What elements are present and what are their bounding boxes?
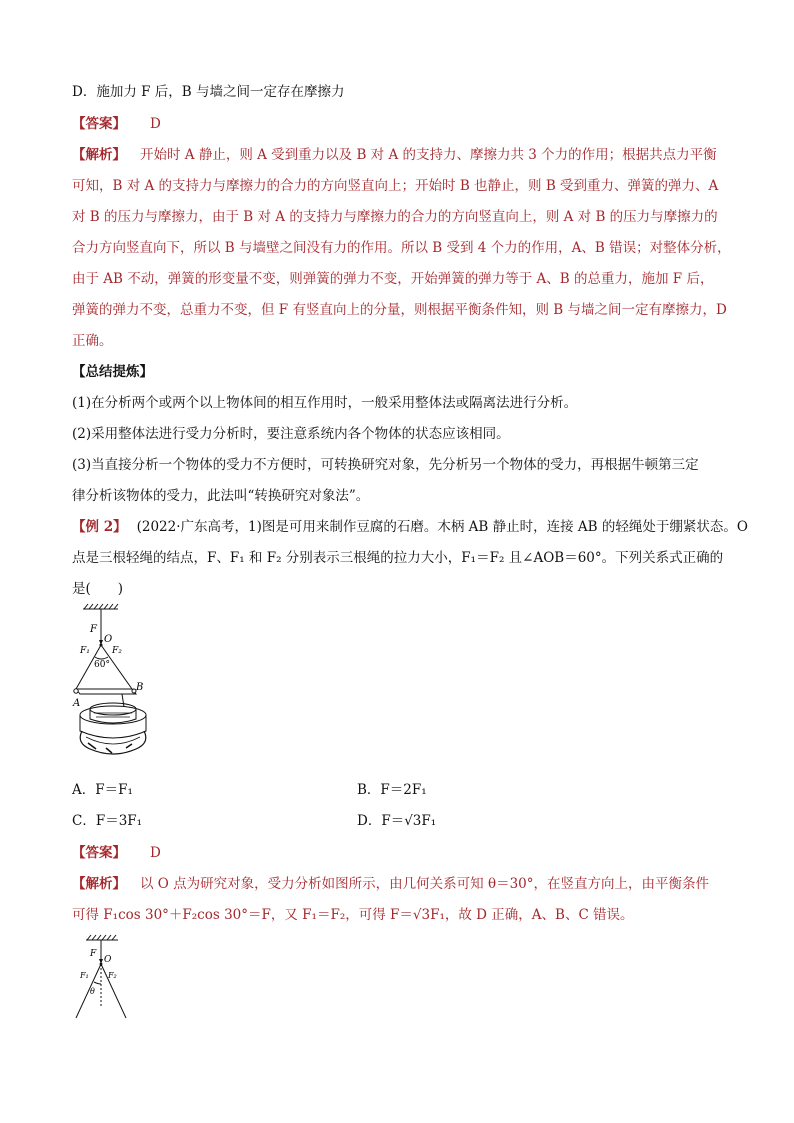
angle-arc <box>95 657 108 659</box>
label-f1: F₁ <box>80 646 90 656</box>
analysis-tag: 【解析】 <box>72 876 126 892</box>
handle-post <box>122 694 124 707</box>
analysis-tag: 【解析】 <box>72 147 126 163</box>
summary-item-4: 律分析该物体的受力，此法叫“转换研究对象法”。 <box>72 488 370 504</box>
summary-title: 【总结提炼】 <box>72 364 153 380</box>
q2-option-c: C．F＝3F₁ <box>72 813 143 829</box>
label-f2: F₂ <box>112 646 122 656</box>
q2-answer <box>72 844 161 862</box>
q2-analysis-line-1: 【解析】 以 O 点为研究对象，受力分析如图所示，由几何关系可知 θ＝30°，在竖直方向上，由平衡条件 <box>72 876 709 892</box>
q1-option-d: D．施加力 F 后，B 与墙之间一定存在摩擦力 <box>72 84 345 100</box>
answer-value: D <box>150 116 161 132</box>
label-angle: 60° <box>94 660 110 670</box>
q1-answer <box>72 115 161 133</box>
label-a: A <box>73 698 81 709</box>
point-o <box>100 644 103 647</box>
example-tag: 【例 2】 <box>72 519 127 535</box>
summary-item-2: (2)采用整体法进行受力分析时，要注意系统内各个物体的状态应该相同。 <box>72 426 510 442</box>
summary-item-3: (3)当直接分析一个物体的受力不方便时，可转换研究对象，先分析另一个物体的受力，再根据牛顿第三定 <box>72 457 699 473</box>
q1-analysis-line-5: 由于 AB 不动，弹簧的形变量不变，则弹簧的弹力不变，开始弹簧的弹力等于 A、B 的总重力，施加 F 后， <box>72 271 714 287</box>
label-f2: F₂ <box>108 971 117 980</box>
q2-option-b: B．F＝2F₁ <box>357 782 427 798</box>
wooden-handle <box>76 689 136 694</box>
point-o <box>100 963 103 966</box>
label-f1: F₁ <box>80 971 89 980</box>
label-b: B <box>136 682 144 693</box>
point-a <box>74 689 78 693</box>
q2-option-d: D．F＝√3F₁ <box>357 813 437 829</box>
answer-value: D <box>150 845 161 861</box>
q1-analysis-line-2: 可知，B 对 A 的支持力与摩擦力的合力的方向竖直向上；开始时 B 也静止，则 B 受到重力、弹簧的弹力、A <box>72 178 719 194</box>
q1-analysis-line-6: 弹簧的弹力不变，总重力不变，但 F 有竖直向上的分量，则根据平衡条件知，则 B 与墙之间一定有摩擦力，D <box>72 302 727 318</box>
ceiling-hatch <box>87 935 116 940</box>
theta-arc <box>94 982 101 984</box>
force-diagram-figure <box>68 934 138 1024</box>
summary-item-1: (1)在分析两个或两个以上物体间的相互作用时，一般采用整体法或隔离法进行分析。 <box>72 395 578 411</box>
q2-stem-line-1: 【例 2】 (2022·广东高考，1)图是可用来制作豆腐的石磨。木柄 AB 静止时，连接 AB 的轻绳处于绷紧状态。O <box>72 519 748 535</box>
q2-stem-line-2: 点是三根轻绳的结点，F、F₁ 和 F₂ 分别表示三根绳的拉力大小，F₁＝F₂ 且∠AOB＝60°。下列关系式正确的 <box>72 550 724 566</box>
q2-option-a: A．F＝F₁ <box>72 782 133 798</box>
stone-mill-figure <box>66 603 162 773</box>
q1-analysis-line-7: 正确。 <box>72 333 113 349</box>
label-f: F <box>90 949 97 959</box>
q1-analysis-line-1: 【解析】 开始时 A 静止，则 A 受到重力以及 B 对 A 的支持力、摩擦力共 3 个力的作用；根据共点力平衡 <box>72 147 717 163</box>
q2-stem-line-3: 是( ) <box>72 581 124 597</box>
mill-stone <box>80 703 146 754</box>
q2-analysis-line-2: 可得 F₁cos 30°＋F₂cos 30°＝F，又 F₁＝F₂，可得 F＝√3F₁，故 D 正确，A、B、C 错误。 <box>72 907 634 923</box>
q1-analysis-line-3: 对 B 的压力与摩擦力，由于 B 对 A 的支持力与摩擦力的合力的方向竖直向上，则 A 对 B 的压力与摩擦力的 <box>72 209 718 225</box>
label-o: O <box>104 955 112 965</box>
ceiling-hatch <box>84 604 118 609</box>
q1-analysis-line-4: 合力方向竖直向下，所以 B 与墙壁之间没有力的作用。所以 B 受到 4 个力的作用，A、B 错误；对整体分析， <box>72 240 731 256</box>
label-theta: θ <box>90 987 95 996</box>
answer-tag: 【答案】 <box>72 845 126 861</box>
answer-tag: 【答案】 <box>72 116 126 132</box>
label-o: O <box>104 634 113 645</box>
label-f: F <box>90 624 97 635</box>
